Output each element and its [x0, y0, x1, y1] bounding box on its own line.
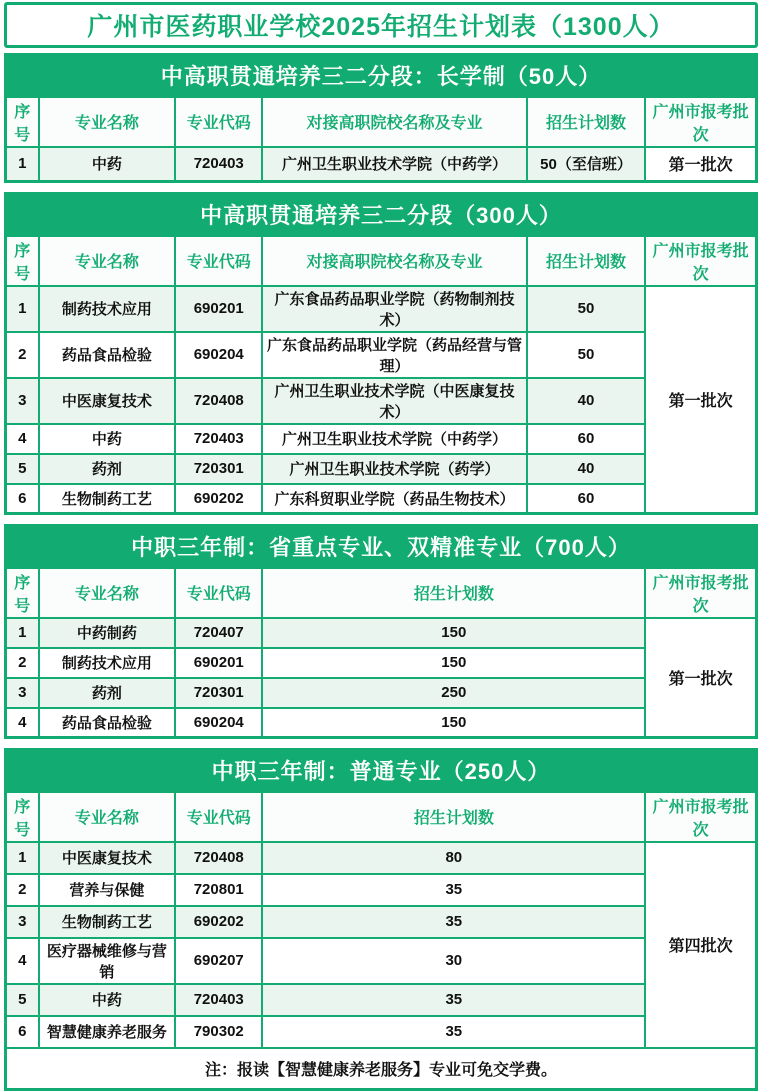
col-header-code: 专业代码: [175, 792, 262, 842]
col-header-major: 专业名称: [39, 792, 176, 842]
table-row: [6, 378, 757, 424]
cell-code: 720408: [175, 378, 262, 424]
section-band-row: [6, 194, 757, 236]
column-header-row: [6, 97, 757, 147]
table-row: [6, 1016, 757, 1048]
col-header-batch: 广州市报考批次: [645, 97, 756, 147]
cell-seq: 6: [6, 484, 39, 514]
col-header-code: 专业代码: [175, 236, 262, 286]
cell-quota: 35: [262, 1016, 645, 1048]
section-header: 中高职贯通培养三二分段（300人）: [6, 194, 757, 236]
cell-quota: 30: [262, 938, 645, 984]
col-header-college: 对接高职院校名称及专业: [262, 236, 526, 286]
cell-batch: 第一批次: [645, 147, 756, 182]
cell-seq: 3: [6, 378, 39, 424]
cell-seq: 4: [6, 938, 39, 984]
cell-seq: 5: [6, 984, 39, 1016]
col-header-seq: 序号: [6, 568, 39, 618]
table-ordinary-majors: [4, 748, 758, 1091]
cell-seq: 2: [6, 648, 39, 678]
cell-code: 690201: [175, 286, 262, 332]
cell-quota: 150: [262, 648, 645, 678]
cell-college: 广州卫生职业技术学院（中医康复技术）: [262, 378, 526, 424]
cell-major: 中药: [39, 424, 176, 454]
cell-major: 生物制药工艺: [39, 906, 176, 938]
col-header-batch: 广州市报考批次: [645, 236, 756, 286]
cell-quota: 50: [527, 286, 646, 332]
cell-code: 720801: [175, 874, 262, 906]
cell-code: 690201: [175, 648, 262, 678]
section-band-row: [6, 750, 757, 792]
cell-batch: 第一批次: [645, 286, 756, 514]
table-row: [6, 454, 757, 484]
col-header-seq: 序号: [6, 236, 39, 286]
table-row: [6, 708, 757, 738]
cell-code: 720403: [175, 424, 262, 454]
table-row: [6, 332, 757, 378]
cell-major: 智慧健康养老服务: [39, 1016, 176, 1048]
cell-seq: 6: [6, 1016, 39, 1048]
col-header-batch: 广州市报考批次: [645, 792, 756, 842]
col-header-major: 专业名称: [39, 97, 176, 147]
cell-quota: 50（至信班）: [527, 147, 646, 182]
cell-college: 广东科贸职业学院（药品生物技术）: [262, 484, 526, 514]
table-row: [6, 286, 757, 332]
cell-seq: 3: [6, 906, 39, 938]
cell-code: 690207: [175, 938, 262, 984]
cell-seq: 1: [6, 147, 39, 182]
cell-major: 中药制药: [39, 618, 176, 648]
col-header-batch: 广州市报考批次: [645, 568, 756, 618]
cell-quota: 80: [262, 842, 645, 874]
cell-quota: 250: [262, 678, 645, 708]
cell-quota: 40: [527, 454, 646, 484]
cell-seq: 4: [6, 708, 39, 738]
table-row: [6, 938, 757, 984]
cell-major: 制药技术应用: [39, 286, 176, 332]
cell-quota: 35: [262, 906, 645, 938]
col-header-college: 对接高职院校名称及专业: [262, 97, 526, 147]
cell-seq: 1: [6, 618, 39, 648]
cell-code: 720407: [175, 618, 262, 648]
cell-major: 中药: [39, 984, 176, 1016]
column-header-row: [6, 792, 757, 842]
cell-seq: 3: [6, 678, 39, 708]
cell-major: 制药技术应用: [39, 648, 176, 678]
cell-seq: 5: [6, 454, 39, 484]
cell-code: 720301: [175, 454, 262, 484]
table-row: [6, 484, 757, 514]
cell-major: 药剂: [39, 678, 176, 708]
column-header-row: [6, 236, 757, 286]
table-row: [6, 984, 757, 1016]
section-band-row: [6, 526, 757, 568]
table-row: [6, 842, 757, 874]
col-header-major: 专业名称: [39, 236, 176, 286]
cell-quota: 60: [527, 424, 646, 454]
cell-major: 营养与保健: [39, 874, 176, 906]
cell-college: 广东食品药品职业学院（药物制剂技术）: [262, 286, 526, 332]
cell-quota: 35: [262, 874, 645, 906]
cell-batch: 第一批次: [645, 618, 756, 738]
cell-batch: 第四批次: [645, 842, 756, 1048]
col-header-code: 专业代码: [175, 97, 262, 147]
table-row: [6, 678, 757, 708]
cell-code: 690204: [175, 708, 262, 738]
page-title: 广州市医药职业学校2025年招生计划表（1300人）: [4, 2, 758, 48]
section-header: 中高职贯通培养三二分段：长学制（50人）: [6, 55, 757, 97]
cell-quota: 60: [527, 484, 646, 514]
col-header-seq: 序号: [6, 97, 39, 147]
table-row: [6, 874, 757, 906]
cell-major: 中医康复技术: [39, 378, 176, 424]
cell-code: 720403: [175, 984, 262, 1016]
col-header-quota: 招生计划数: [527, 97, 646, 147]
col-header-major: 专业名称: [39, 568, 176, 618]
column-header-row: [6, 568, 757, 618]
cell-code: 720301: [175, 678, 262, 708]
cell-seq: 1: [6, 286, 39, 332]
col-header-seq: 序号: [6, 792, 39, 842]
cell-seq: 2: [6, 332, 39, 378]
cell-code: 690202: [175, 484, 262, 514]
cell-code: 720408: [175, 842, 262, 874]
cell-quota: 150: [262, 618, 645, 648]
cell-seq: 4: [6, 424, 39, 454]
col-header-quota: 招生计划数: [262, 792, 645, 842]
table-key-majors: [4, 524, 758, 739]
cell-major: 中药: [39, 147, 176, 182]
table-three-two-program: [4, 192, 758, 515]
cell-major: 医疗器械维修与营销: [39, 938, 176, 984]
note-row: [6, 1048, 757, 1090]
cell-college: 广东食品药品职业学院（药品经营与管理）: [262, 332, 526, 378]
section-header: 中职三年制：省重点专业、双精准专业（700人）: [6, 526, 757, 568]
col-header-code: 专业代码: [175, 568, 262, 618]
cell-code: 790302: [175, 1016, 262, 1048]
col-header-quota: 招生计划数: [262, 568, 645, 618]
cell-quota: 35: [262, 984, 645, 1016]
note-text: 注：报读【智慧健康养老服务】专业可免交学费。: [6, 1048, 757, 1090]
cell-major: 药品食品检验: [39, 708, 176, 738]
cell-major: 生物制药工艺: [39, 484, 176, 514]
table-row: [6, 648, 757, 678]
col-header-quota: 招生计划数: [527, 236, 646, 286]
section-band-row: [6, 55, 757, 97]
cell-quota: 150: [262, 708, 645, 738]
cell-college: 广州卫生职业技术学院（中药学）: [262, 424, 526, 454]
section-header: 中职三年制：普通专业（250人）: [6, 750, 757, 792]
cell-code: 690204: [175, 332, 262, 378]
table-row: [6, 147, 757, 182]
cell-code: 690202: [175, 906, 262, 938]
cell-seq: 1: [6, 842, 39, 874]
table-long-program: [4, 53, 758, 183]
cell-college: 广州卫生职业技术学院（中药学）: [262, 147, 526, 182]
table-row: [6, 906, 757, 938]
cell-quota: 50: [527, 332, 646, 378]
cell-quota: 40: [527, 378, 646, 424]
cell-major: 药剂: [39, 454, 176, 484]
cell-major: 中医康复技术: [39, 842, 176, 874]
cell-major: 药品食品检验: [39, 332, 176, 378]
cell-code: 720403: [175, 147, 262, 182]
table-row: [6, 618, 757, 648]
table-row: [6, 424, 757, 454]
cell-seq: 2: [6, 874, 39, 906]
cell-college: 广州卫生职业技术学院（药学）: [262, 454, 526, 484]
